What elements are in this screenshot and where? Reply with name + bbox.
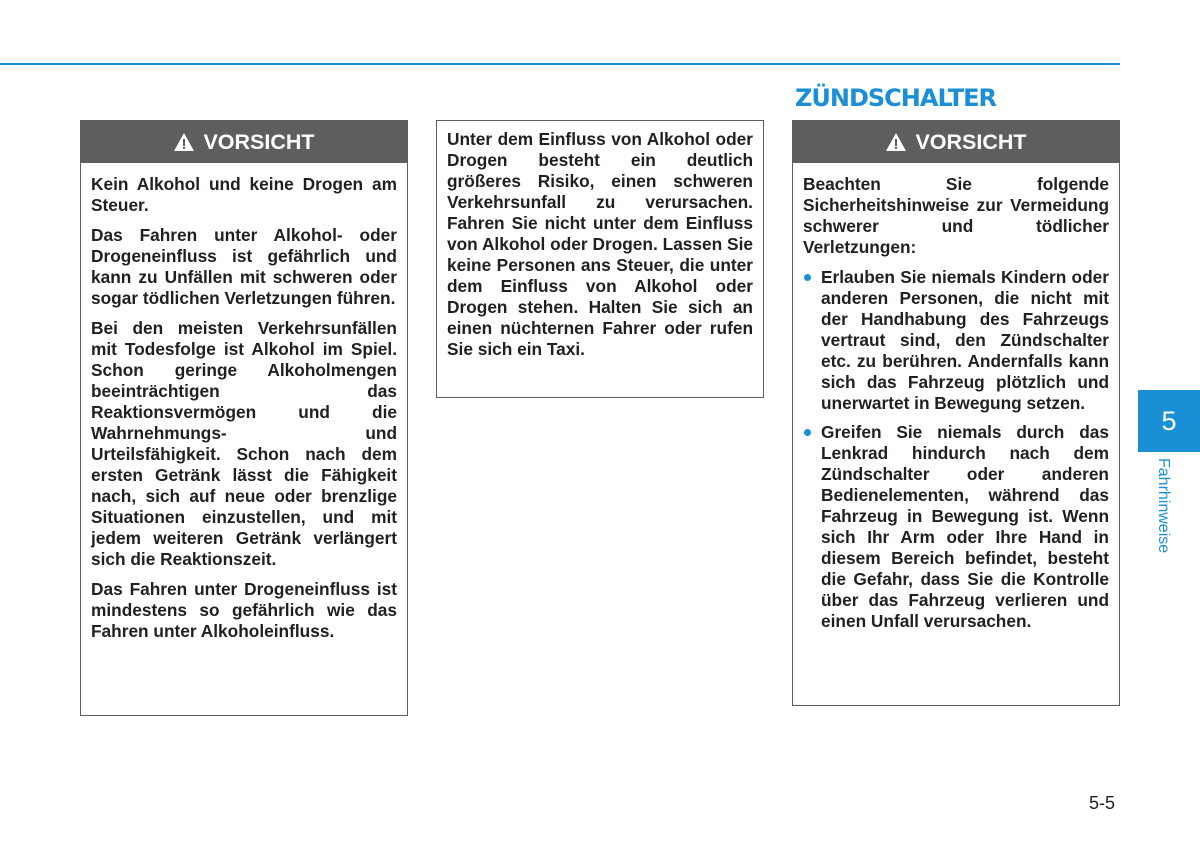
warning-box-ignition xyxy=(792,120,1120,706)
warning-box-alcohol xyxy=(80,120,408,716)
warning-triangle-icon xyxy=(173,132,195,152)
warning-triangle-icon xyxy=(885,132,907,152)
bullet-icon xyxy=(804,274,811,281)
list-item-text: Erlauben Sie niemals Kindern oder anderen Personen, die nicht mit der Handhabung des Fahrzeugs vertraut sind, den Zündschalter etc. zu berühren. Andernfalls kann sich das Fahrzeug plötzlich und unerwartet in Bewegung setzen. xyxy=(821,267,1109,413)
warning-paragraph: Unter dem Einfluss von Alkohol oder Drogen besteht ein deutlich größeres Risiko, einen schweren Verkehrsunfall zu verursachen. Fahren Sie nicht unter dem Einfluss von Alkohol oder Drogen. Lassen Sie keine Personen ans Steuer, die unter dem Einfluss von Alkohol oder Drogen stehen. Halten Sie sich an einen nüchternen Fahrer oder rufen Sie sich ein Taxi. xyxy=(447,129,753,359)
warning-label: VORSICHT xyxy=(915,129,1027,154)
warning-label: VORSICHT xyxy=(203,129,315,154)
warning-intro: Beachten Sie folgende Sicherheitshinweise zur Vermeidung schwerer und tödlicher Verletzungen: xyxy=(803,174,1109,257)
warning-paragraph: Das Fahren unter Alkohol- oder Drogeneinfluss ist gefährlich und kann zu Unfällen mit schweren oder sogar tödlichen Verletzungen führen. xyxy=(91,225,397,308)
top-rule xyxy=(0,63,1120,65)
warning-paragraph: Bei den meisten Verkehrsunfällen mit Todesfolge ist Alkohol im Spiel. Schon geringe Alkoholmengen beeinträchtigen das Reaktionsvermögen und die Wahrnehmungs- und Urteilsfähigkeit. Schon nach dem ersten Getränk lässt die Fähigkeit nach, sich auf neue oder brenzlige Situationen einzustellen, und mit jedem weiteren Getränk verlängert sich die Reaktionszeit. xyxy=(91,318,397,569)
bullet-icon xyxy=(804,429,811,436)
warning-header xyxy=(81,121,407,163)
chapter-label: Fahrhinweise xyxy=(1155,458,1172,554)
warning-paragraph: Das Fahren unter Drogeneinfluss ist mindestens so gefährlich wie das Fahren unter Alkoholeinfluss. xyxy=(91,579,397,641)
warning-header xyxy=(793,121,1119,163)
section-title: ZÜNDSCHALTER xyxy=(795,84,997,112)
warning-box-continuation xyxy=(436,120,764,398)
list-item xyxy=(803,422,1109,632)
list-item xyxy=(803,267,1109,414)
list-item-text: Greifen Sie niemals durch das Lenkrad hindurch nach dem Zündschalter oder anderen Bedienelementen, während das Fahrzeug in Bewegung ist. Wenn sich Ihr Arm oder Ihre Hand in diesem Bereich befindet, besteht die Gefahr, dass Sie die Kontrolle über das Fahrzeug verlieren und einen Unfall verursachen. xyxy=(821,422,1109,631)
chapter-tab: 5 xyxy=(1138,390,1200,452)
page-number: 5-5 xyxy=(1089,793,1116,813)
warning-paragraph: Kein Alkohol und keine Drogen am Steuer. xyxy=(91,174,397,215)
